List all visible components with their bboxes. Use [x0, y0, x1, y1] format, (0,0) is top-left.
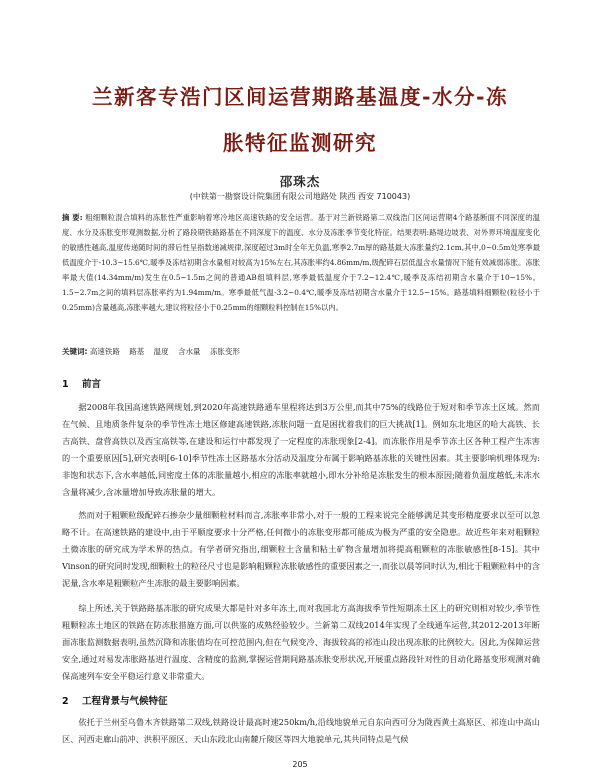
- section-title: 工程背景与气候特征: [81, 696, 168, 707]
- keyword-item: 冻胀变形: [209, 347, 240, 356]
- body-paragraph: 据2008年我国高速铁路网规划,到2020年高速铁路通车里程将达到3万公里,而其中75%的线路位于短对和季节冻土区域。然而在气候、且地质条件复杂的季节性冻土地区修建高速铁路,冻胀问题一直是困扰着我们的巨大挑战[1]。例如东北地区的哈大高铁、长吉高铁、盘营高铁以及西宝高铁等,在建设和运行中都发现了一定程度的冻胀现象[2-4]。而冻胀作用是季节冻土区各种工程产生冻害的一个重要原因[5],研究表明[6-10]季节性冻土区路基水分活动及温度分布属于影响路基冻胀的关键性因素。其主要影响机理体现为:非饱和状态下,含水率越低,同密度土体的冻胀量越小,相应的冻胀率就越小,即水分补给是冻胀发生的根本原因;随着负温度越低,未冻水含量将减少,含冰量增加导致冻胀量的增大。: [62, 402, 540, 497]
- section-number: 1: [62, 379, 69, 390]
- author-affiliation: (中铁第一勘察设计院集团有限公司地路处 陕西 西安 710043): [189, 192, 411, 201]
- keyword-item: 温度: [153, 347, 169, 356]
- section-title: 前言: [81, 379, 101, 390]
- body-paragraph: 依托于兰州至乌鲁木齐铁路第二双线,铁路设计最高时速250km/h,沿线地貌单元自东向西可分为陇西黄土高原区、祁连山中高山区、河西走廊山前冲、洪积平原区、天山东段北山南麓斤陵区等四大地貌单元,其共同特点是气候: [62, 717, 540, 744]
- keywords-label: 关键词:: [62, 347, 88, 356]
- section-number: 2: [62, 696, 69, 707]
- body-paragraph: 然而对于粗颗粒级配碎石掺杂少量细颗粒材料而言,冻胀率非常小,对于一般的工程来说完全能够满足其变形精度要求以至可以忽略不计。在高速铁路的建设中,由于平顺度要求十分严格,任何微小的冻胀变形都可能成为极为严重的安全隐患。故近些年来对粗颗粒土微冻胀的研究成为学术界的热点。有学者研究指出,细颗粒土含量和粘土矿物含量增加将提高粗颗粒的冻胀敏感性[8-15]。其中Vinson的研究同时发现,细颗粒土的粒径尺寸也是影响粗颗粒冻胀敏感性的重要因素之一,而张以晨等同时认为,相比于粗颗粒料中的含泥量,含水率是粗颗粒产生冻胀的最主要影响因素。: [62, 510, 540, 588]
- keyword-item: 路基: [129, 347, 145, 356]
- keyword-item: 含水量: [178, 347, 201, 356]
- section-heading-2: [62, 693, 167, 707]
- paper-title-line-1: 兰新客专浩门区间运营期路基温度-水分-冻: [91, 85, 508, 109]
- abstract: [62, 210, 540, 338]
- page-number: 205: [292, 760, 308, 769]
- keyword-item: 高速铁路: [89, 347, 120, 356]
- section-heading-1: [62, 376, 101, 390]
- author-name: 邵珠杰: [279, 174, 321, 189]
- body-paragraph: 综上所述,关于铁路路基冻胀的研究成果大都是针对多年冻土,而对我国北方高海拔季节性短期冻土区上的研究则相对较少,季节性粗颗粒冻土地区的铁路在防冻胀措施方面,可以供鉴的成熟经验较少。兰新第二双线2014年实现了全线通车运营,其2012-2013年断面冻胀监测数据表明,虽然沉降和冻胀值均在可控范围内,但在气候变冷、海拔较高的祁连山段出现冻胀的比例较大。因此,为保障运营安全,通过对易发冻胀路基进行温度、含精度的监测,掌握运营期间路基冻胀变形状况,开展重点路段针对性的目动化路基变形观测对确保高速列车安全平稳运行意义非常重大。: [62, 603, 540, 681]
- abstract-text: 粗细颗粒混合填料的冻胀性严重影响着寒冷地区高速铁路的安全运营。基于对兰新铁路第二双线浩门区间运营期4个路基断面不同深度的温度、水分及冻胀变形观测数据,分析了路段期铁路路基在不同深度下的温度、水分及冻胀季节变化特征。结果表明:路堤边坡表、对外界环境温度变化的敏感性越高,温度传递随时间的滞后性呈指数递减规律,深度超过3m时全年无负温,寒季2.7m厚的路基最大冻胀量约2.1cm,其中,0~0.5m处寒季最低温度介于-10.3~15.6℃,暖季及冻结初期含水量相对较高为15%左右,其冻胀率约4.86mm/m,级配碎石层低温含水量情况下能有效减弱冻胀。冻胀率最大值(14.34mm/m)发生在0.5~1.5m之间的普通AB组填料层,寒季最低温度介于7.2~12.4℃,暖季及冻结初期含水量介于10~15%。1.5~2.7m之间的填料层冻胀率约为1.94mm/m。寒季最低气温-3.2~0.4℃,暖季及冻结初期含水量介于12.5~15%。路基填料细颗粒(粒径小于0.25mm)含量越高,冻胀率越大,建议将粒径小于0.25mm的细颗粒料控制在15%以内。: [62, 213, 540, 312]
- abstract-label: 摘 要:: [62, 213, 83, 222]
- keywords: [62, 346, 540, 357]
- paper-title-line-2: 胀特征监测研究: [223, 131, 377, 155]
